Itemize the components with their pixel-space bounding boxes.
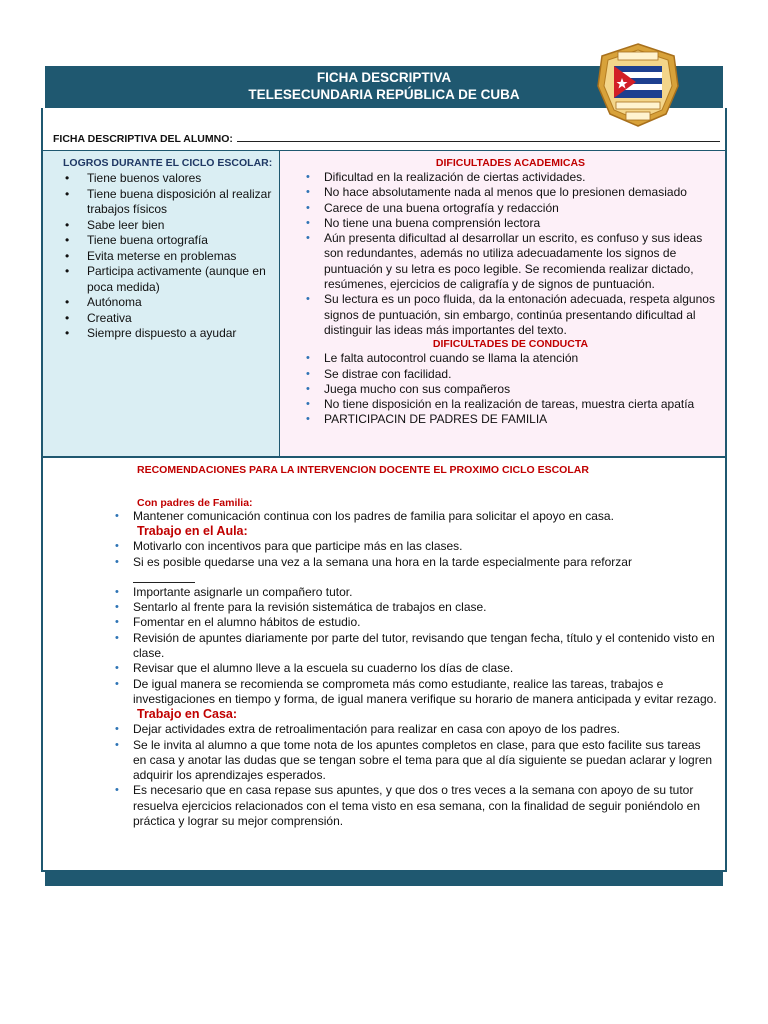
list-item: • Carece de una buena ortografía y redacción [302,201,719,216]
academic-difficulties-title: DIFICULTADES ACADEMICAS [435,157,586,169]
recommendations-section [43,460,725,829]
classroom-subtitle: Trabajo en el Aula: [137,524,248,539]
home-subtitle: Trabajo en Casa: [137,707,238,722]
list-item: • Sentarlo al frente para la revisión sistemática de trabajos en clase. [111,600,717,615]
header-school-name: TELESECUNDARIA REPÚBLICA DE CUBA [248,87,520,102]
recommendations-title: RECOMENDACIONES PARA LA INTERVENCION DOCENTE EL PROXIMO CICLO ESCOLAR [137,464,589,476]
list-item: • Creativa [57,311,279,327]
list-item: • Aún presenta dificultad al desarrollar un escrito, es confuso y sus ideas son redundantes, además no utiliza adecuadamente los signos de puntuación y su letra es poco legible. Se recomienda realizar dictado, resúmenes, ejercicios de caligrafía y de signos de puntuación. [302,231,719,292]
list-item: • Dejar actividades extra de retroalimentación para realizar en casa con apoyo de los padres. [111,722,717,737]
list-item: • Su lectura es un poco fluida, da la entonación adecuada, respeta algunos signos de puntuación, sin embargo, continúa presentando dificultad al distinguir las ideas más importantes del texto. [302,292,719,338]
list-item: • Tiene buenos valores [57,171,279,187]
student-name-row [53,132,720,145]
academic-difficulties-list [302,170,719,338]
header-title: FICHA DESCRIPTIVA [316,70,452,85]
list-item: • Revisión de apuntes diariamente por parte del tutor, revisando que tengan fecha, título y el contenido visto en clase. [111,631,717,662]
list-item: • Dificultad en la realización de ciertas actividades. [302,170,719,185]
parents-list [111,509,717,524]
list-item: • Evita meterse en problemas [57,249,279,265]
document-frame [41,108,727,872]
list-item: • Motivarlo con incentivos para que participe más en las clases. [111,539,717,554]
list-item: • Tiene buena ortografía [57,233,279,249]
list-item: • No tiene una buena comprensión lectora [302,216,719,231]
list-item: • PARTICIPACIN DE PADRES DE FAMILIA [302,412,719,427]
classroom-list-continued [111,585,717,707]
list-item: • Le falta autocontrol cuando se llama la atención [302,351,719,366]
list-item: • Fomentar en el alumno hábitos de estudio. [111,615,717,630]
conduct-difficulties-list [302,351,719,427]
conduct-difficulties-title: DIFICULTADES DE CONDUCTA [432,338,589,351]
list-item: • Se distrae con facilidad. [302,367,719,382]
parents-subtitle: Con padres de Familia: [137,497,253,509]
difficulties-column [280,151,725,456]
student-name-label: FICHA DESCRIPTIVA DEL ALUMNO: [53,133,233,145]
list-item: • De igual manera se recomienda se comprometa más como estudiante, realice las tareas, trabajos e investigaciones en tiempo y forma, de igual manera verifique su horario de manera anticipada y evitar rezago. [111,677,717,708]
footer-bar [45,872,723,886]
achievements-list [57,171,279,342]
summary-box [43,150,725,458]
classroom-list [111,539,717,570]
list-item: • Participa activamente (aunque en poca medida) [57,264,279,295]
fill-in-line [111,570,717,585]
list-item: • No hace absolutamente nada al menos que lo presionen demasiado [302,185,719,200]
list-item: • Siempre dispuesto a ayudar [57,326,279,342]
list-item: • Mantener comunicación continua con los padres de familia para solicitar el apoyo en casa. [111,509,717,524]
list-item: • Sabe leer bien [57,218,279,234]
list-item: • No tiene disposición en la realización de tareas, muestra cierta apatía [302,397,719,412]
list-item: • Si es posible quedarse una vez a la semana una hora en la tarde especialmente para reforzar [111,555,717,570]
list-item: • Autónoma [57,295,279,311]
list-item: • Tiene buena disposición al realizar trabajos físicos [57,187,279,218]
list-item: • Se le invita al alumno a que tome nota de los apuntes completos en clase, para que esto facilite sus tareas en casa y anotar las dudas que se tengan sobre el tema para que al día siguiente se puedan aclarar y logren adquirir los aprendizajes esperados. [111,738,717,784]
student-name-line [237,132,720,142]
list-item: • Revisar que el alumno lleve a la escuela su cuaderno los días de clase. [111,661,717,676]
list-item: • Es necesario que en casa repase sus apuntes, y que dos o tres veces a la semana con apoyo de su tutor resuelva ejercicios relacionados con el tema visto en esa semana, con la finalidad de seguir poniéndolo en práctica y lograr su mejor comprensión. [111,783,717,829]
list-item: • Importante asignarle un compañero tutor. [111,585,717,600]
home-list [111,722,717,829]
achievements-column [43,151,280,456]
achievements-title: LOGROS DURANTE EL CICLO ESCOLAR: [63,157,273,169]
list-item: • Juega mucho con sus compañeros [302,382,719,397]
